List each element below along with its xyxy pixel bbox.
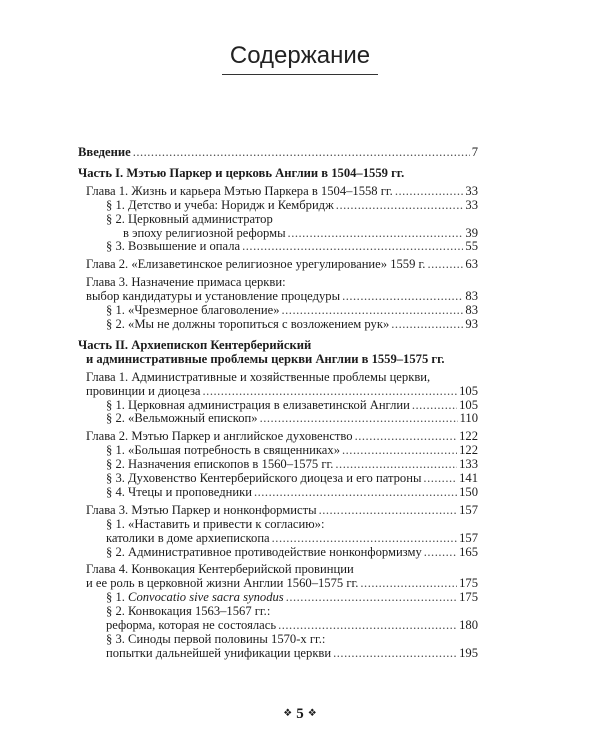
- leader-dots: [342, 444, 457, 458]
- toc-page: 39: [465, 225, 478, 240]
- toc-label: § 1. «Чрезмерное благоволение»: [106, 303, 280, 318]
- leader-dots: [424, 546, 457, 560]
- toc-entry-p2-ch4-s2-line1: § 2. Конвокация 1563–1567 гг.:: [106, 604, 271, 619]
- toc-page: 157: [459, 502, 478, 517]
- toc-label: § 1. «Большая потребность в священниках»: [106, 443, 340, 458]
- toc-entry-intro[interactable]: [78, 146, 478, 160]
- title-underline: [222, 74, 378, 75]
- leader-dots: [133, 146, 470, 160]
- leader-dots: [342, 290, 463, 304]
- toc-entry-p2-ch3-s2[interactable]: [78, 546, 478, 560]
- toc-entry-p2-ch4-s3-line1: § 3. Синоды первой половины 1570-х гг.:: [106, 632, 326, 646]
- toc-label: § 3. Духовенство Кентерберийского диоцеза и его патроны: [106, 471, 422, 486]
- leader-dots: [288, 227, 464, 241]
- toc-label: Глава 2. Мэтью Паркер и английское духовенство: [86, 429, 353, 444]
- toc-page: 83: [465, 289, 478, 304]
- toc-page: 165: [459, 544, 478, 559]
- toc-label: выбор кандидатуры и установление процедуры: [86, 289, 341, 304]
- leader-dots: [423, 472, 457, 486]
- toc-label: Глава 2. «Елизаветинское религиозное урегулирование» 1559 г.: [86, 257, 426, 272]
- page-title: Содержание: [229, 42, 371, 69]
- toc-label: § 2. «Вельможный епископ»: [106, 411, 258, 426]
- toc-entry-p2-ch3-s1-line1: § 1. «Наставить и привести к согласию»:: [106, 516, 325, 531]
- toc-entry-p1-ch3-line1: Глава 3. Назначение примаса церкви:: [86, 275, 286, 290]
- page-footer: [0, 706, 600, 723]
- toc-entry-p1-ch1-s3[interactable]: [78, 240, 478, 254]
- toc-entry-p2-ch4-s2[interactable]: [78, 619, 478, 633]
- page-number: 5: [296, 706, 304, 722]
- latin-title: Convocatio sive sacra synodus: [128, 590, 284, 605]
- toc-entry-p1-ch3[interactable]: [78, 290, 478, 304]
- part-2-heading-line1: Часть II. Архиепископ Кентерберийский: [78, 337, 312, 352]
- toc-label: § 4. Чтецы и проповедники: [106, 484, 252, 499]
- leader-dots: [335, 458, 457, 472]
- toc-page: 83: [465, 303, 478, 318]
- toc-page: 122: [459, 429, 478, 444]
- part-1-heading: Часть I. Мэтью Паркер и церковь Англии в 1504–1559 гг.: [78, 165, 405, 180]
- toc-entry-p1-ch1-s1[interactable]: [78, 199, 478, 213]
- toc-page: 110: [459, 411, 478, 426]
- leader-dots: [395, 185, 464, 199]
- toc-page: 105: [459, 397, 478, 412]
- leader-dots: [272, 532, 457, 546]
- leader-dots: [360, 577, 457, 591]
- toc-page: 175: [459, 590, 478, 605]
- leader-dots: [282, 304, 464, 318]
- toc-label: попытки дальнейшей унификации церкви: [106, 645, 332, 660]
- section-prefix: § 1.: [106, 590, 129, 605]
- toc-page: 33: [465, 197, 478, 212]
- leader-dots: [278, 619, 457, 633]
- toc-entry-p2-ch2-s1[interactable]: [78, 444, 478, 458]
- toc-label: § 3. Возвышение и опала: [106, 239, 241, 254]
- toc-entry-p2-ch1[interactable]: [78, 385, 478, 399]
- toc-entry-p1-ch2[interactable]: [78, 258, 478, 272]
- leader-dots: [355, 430, 458, 444]
- toc-entry-p2-ch1-s1[interactable]: [78, 399, 478, 413]
- leader-dots: [286, 591, 457, 605]
- leader-dots: [254, 486, 457, 500]
- toc-label: § 1. Церковная администрация в елизаветинской Англии: [106, 397, 410, 412]
- toc-label: провинции и диоцеза: [86, 383, 201, 398]
- toc-page: 55: [465, 239, 478, 254]
- toc-page: 141: [459, 471, 478, 486]
- toc-entry-p1-ch1-s2[interactable]: [78, 227, 478, 241]
- toc-page: 180: [459, 618, 478, 633]
- toc-entry-p2-ch2-s4[interactable]: [78, 486, 478, 500]
- leader-dots: [336, 199, 464, 213]
- toc-page: 63: [465, 257, 478, 272]
- leader-dots: [333, 647, 457, 661]
- toc-label: § 2. «Мы не должны торопиться с возложением рук»: [106, 316, 390, 331]
- toc-page: 7: [471, 145, 478, 159]
- toc-entry-p2-ch1-s2[interactable]: [78, 412, 478, 426]
- toc-entry-p1-ch3-s2[interactable]: [78, 318, 478, 332]
- toc-label: [106, 591, 284, 605]
- toc-label: § 2. Назначения епископов в 1560–1575 гг.: [106, 457, 334, 472]
- toc-label: Введение: [78, 145, 131, 159]
- toc-entry-p2-ch2-s2[interactable]: [78, 458, 478, 472]
- toc-page: 33: [465, 183, 478, 198]
- toc-page: 93: [465, 316, 478, 331]
- toc-page: 105: [459, 383, 478, 398]
- toc-entry-p2-ch4[interactable]: [78, 577, 478, 591]
- toc-entry-p2-ch4-s1[interactable]: [78, 591, 478, 605]
- toc-entry-p1-ch3-s1[interactable]: [78, 304, 478, 318]
- toc-label: Глава 3. Мэтью Паркер и нонконформисты: [86, 502, 317, 517]
- leader-dots: [412, 399, 457, 413]
- toc-label: и ее роль в церковной жизни Англии 1560–1575 гг.: [86, 576, 359, 591]
- toc-entry-p2-ch4-line1: Глава 4. Конвокация Кентерберийской провинции: [86, 562, 354, 577]
- ornament-right-icon: ❖: [307, 708, 317, 719]
- ornament-left-icon: ❖: [283, 708, 293, 719]
- toc-page: 195: [459, 645, 478, 660]
- toc-entry-p2-ch4-s3[interactable]: [78, 647, 478, 661]
- toc-entry-p1-ch1-s2-line1: § 2. Церковный администратор: [106, 211, 273, 226]
- toc-entry-p2-ch2[interactable]: [78, 430, 478, 444]
- toc-label: реформа, которая не состоялась: [106, 618, 277, 633]
- leader-dots: [391, 318, 463, 332]
- toc-label: католики в доме архиепископа: [106, 530, 270, 545]
- toc-entry-p2-ch1-line1: Глава 1. Административные и хозяйственные проблемы церкви,: [86, 369, 431, 384]
- leader-dots: [260, 412, 458, 426]
- toc-page: 122: [459, 443, 478, 458]
- toc-label: Глава 1. Жизнь и карьера Мэтью Паркера в 1504–1558 гг.: [86, 183, 393, 198]
- toc-label: § 1. Детство и учеба: Норидж и Кембридж: [106, 197, 334, 212]
- toc-entry-p1-ch1[interactable]: [78, 185, 478, 199]
- toc-label: § 2. Административное противодействие нонконформизму: [106, 544, 422, 559]
- toc-page: 175: [459, 576, 478, 591]
- toc-page: 133: [459, 457, 478, 472]
- leader-dots: [242, 240, 463, 254]
- toc-entry-p2-ch3-s1[interactable]: [78, 532, 478, 546]
- table-of-contents: [78, 146, 478, 661]
- leader-dots: [319, 504, 458, 518]
- part-2-heading-line2: и административные проблемы церкви Англии в 1559–1575 гг.: [86, 351, 445, 366]
- toc-page: 157: [459, 530, 478, 545]
- toc-entry-p2-ch3[interactable]: [78, 504, 478, 518]
- leader-dots: [203, 385, 458, 399]
- toc-page: 150: [459, 484, 478, 499]
- leader-dots: [427, 258, 463, 272]
- toc-entry-p2-ch2-s3[interactable]: [78, 472, 478, 486]
- toc-label: в эпоху религиозной реформы: [123, 225, 286, 240]
